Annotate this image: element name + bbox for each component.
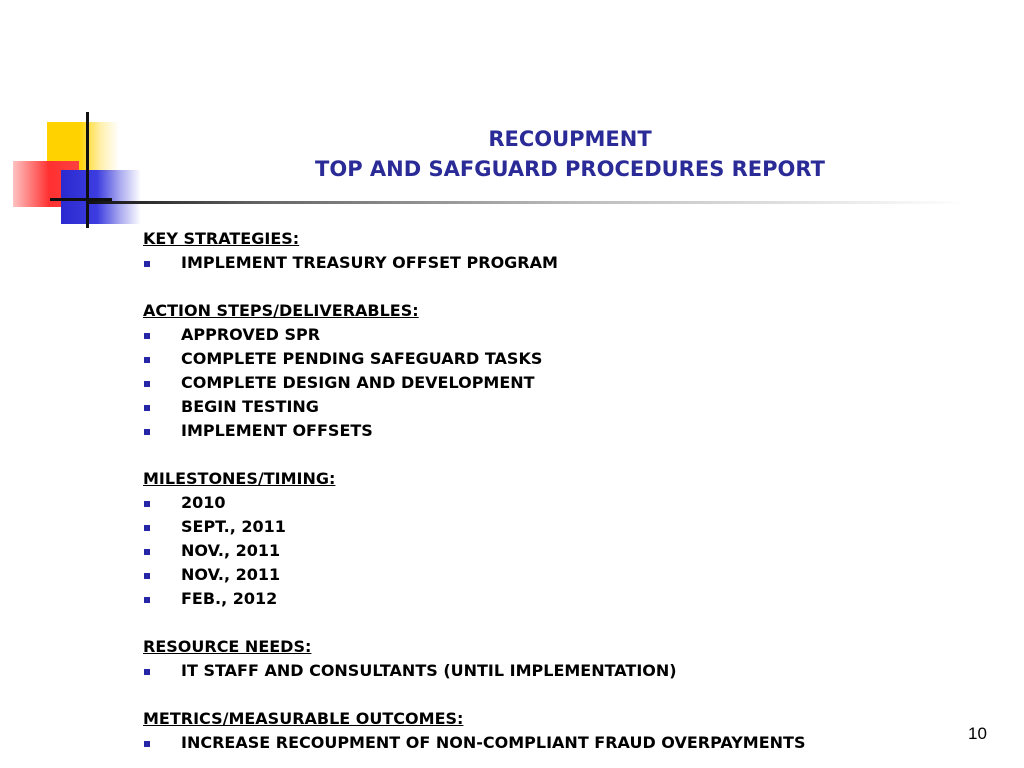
bullet-item [143, 539, 943, 563]
section-heading: KEY STRATEGIES: [143, 229, 300, 248]
bullet-text: BEGIN TESTING [181, 397, 319, 416]
bullet-item [143, 371, 943, 395]
slide-title [250, 124, 890, 184]
square-bullet-icon [144, 597, 150, 603]
bullet-text: COMPLETE PENDING SAFEGUARD TASKS [181, 349, 543, 368]
bullet-text: 2010 [181, 493, 226, 512]
square-bullet-icon [144, 405, 150, 411]
page-number: 10 [968, 724, 987, 743]
bullet-item [143, 323, 943, 347]
bullet-text: IMPLEMENT TREASURY OFFSET PROGRAM [181, 253, 558, 272]
bullet-text: NOV., 2011 [181, 565, 281, 584]
bullet-list [143, 323, 943, 443]
section-heading: ACTION STEPS/DELIVERABLES: [143, 301, 419, 320]
bullet-item [143, 659, 943, 683]
title-divider [88, 201, 968, 204]
bullet-text: COMPLETE DESIGN AND DEVELOPMENT [181, 373, 535, 392]
bullet-item [143, 251, 943, 275]
square-bullet-icon [144, 525, 150, 531]
bullet-item [143, 419, 943, 443]
slide-content [143, 227, 943, 755]
section-action-steps [143, 299, 943, 443]
bullet-item [143, 563, 943, 587]
bullet-text: APPROVED SPR [181, 325, 321, 344]
bullet-list [143, 251, 943, 275]
square-bullet-icon [144, 357, 150, 363]
square-bullet-icon [144, 573, 150, 579]
square-bullet-icon [144, 333, 150, 339]
bullet-item [143, 491, 943, 515]
square-bullet-icon [144, 669, 150, 675]
square-bullet-icon [144, 261, 150, 267]
square-bullet-icon [144, 381, 150, 387]
square-bullet-icon [144, 501, 150, 507]
bullet-list [143, 491, 943, 611]
section-heading: MILESTONES/TIMING: [143, 469, 336, 488]
section-heading: METRICS/MEASURABLE OUTCOMES: [143, 709, 464, 728]
bullet-item [143, 395, 943, 419]
slide-title-line-2: TOP AND SAFGUARD PROCEDURES REPORT [315, 157, 825, 181]
bullet-text: FEB., 2012 [181, 589, 278, 608]
bullet-text: IMPLEMENT OFFSETS [181, 421, 373, 440]
section-metrics [143, 707, 943, 755]
bullet-text: SEPT., 2011 [181, 517, 286, 536]
section-key-strategies [143, 227, 943, 275]
square-bullet-icon [144, 549, 150, 555]
square-bullet-icon [144, 429, 150, 435]
blue-square [61, 170, 141, 224]
slide-title-line-1: RECOUPMENT [488, 127, 652, 151]
bullet-item [143, 515, 943, 539]
bullet-list [143, 659, 943, 683]
bullet-item [143, 731, 943, 755]
section-milestones [143, 467, 943, 611]
bullet-text: IT STAFF AND CONSULTANTS (UNTIL IMPLEMENTATION) [181, 661, 677, 680]
section-heading: RESOURCE NEEDS: [143, 637, 312, 656]
bullet-item [143, 347, 943, 371]
section-resource-needs [143, 635, 943, 683]
bullet-text: INCREASE RECOUPMENT OF NON-COMPLIANT FRAUD OVERPAYMENTS [181, 733, 806, 752]
decorative-logo [0, 0, 150, 240]
vertical-line [86, 112, 89, 228]
bullet-text: NOV., 2011 [181, 541, 281, 560]
bullet-item [143, 587, 943, 611]
bullet-list [143, 731, 943, 755]
square-bullet-icon [144, 741, 150, 747]
